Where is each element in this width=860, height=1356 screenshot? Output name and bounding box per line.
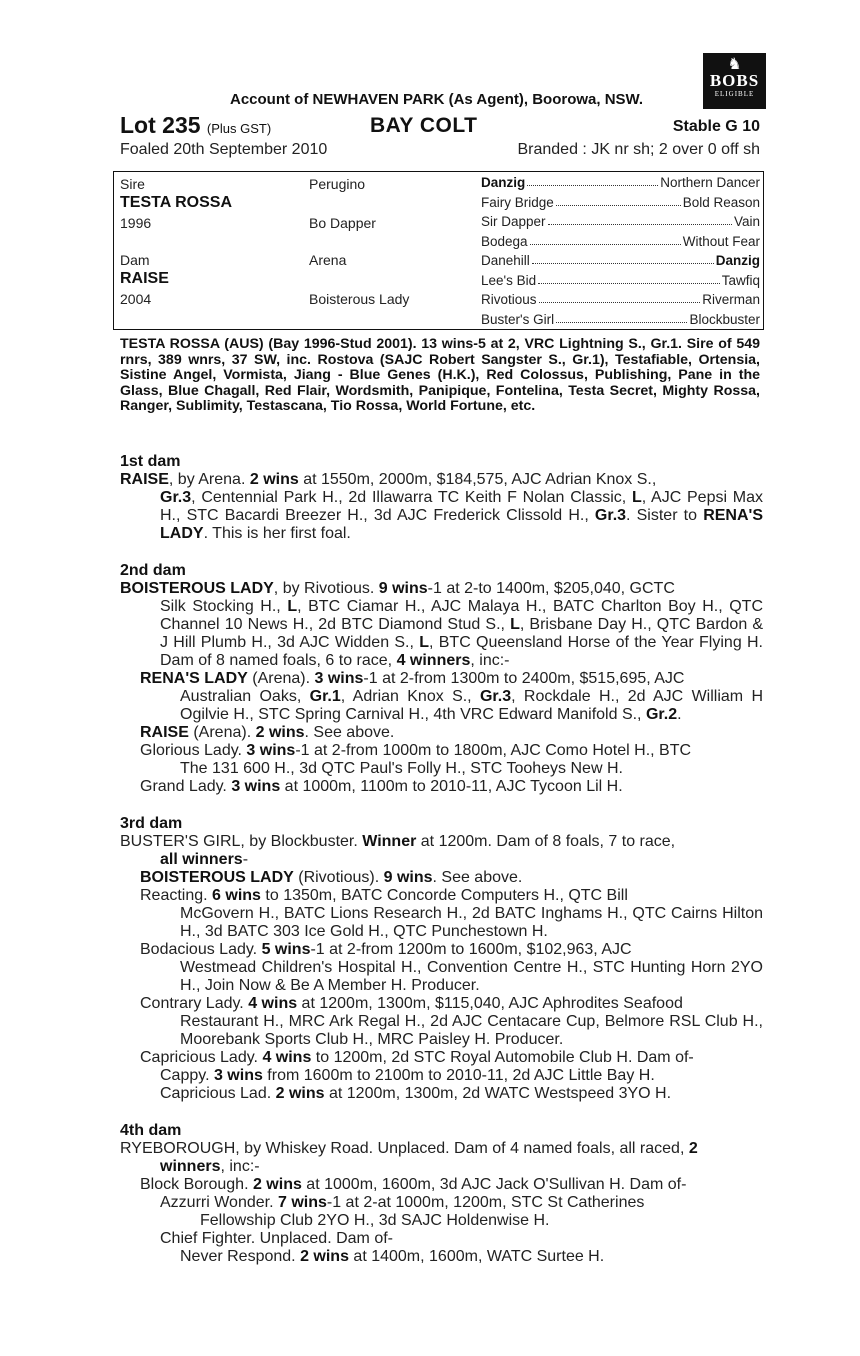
lot-number: Lot 235 (Plus GST) xyxy=(120,112,272,138)
horse-sex: BAY COLT xyxy=(370,114,478,137)
foal-contrary-lady-cont: Restaurant H., MRC Ark Regal H., 2d AJC Centacare Cup, Belmore RSL Club H., Moorebank Sports Club H., MRC Paisley H. Producer. xyxy=(180,1013,763,1048)
dotted-leader xyxy=(548,214,732,225)
second-dam-entry-cont: Silk Stocking H., L, BTC Ciamar H., AJC Malaya H., BATC Charlton Boy H., QTC Channel 10 News H., 2d BTC Diamond Stud S., L, Brisbane Day H., QTC Bardon & J Hill Plumb H., 3d AJC Widden S., L, BTC Queensland Horse of the Year Flying H. Dam of 8 named foals, 6 to race, 4 winners, inc:- xyxy=(160,598,764,669)
pedigree-g3-row xyxy=(481,292,760,307)
pedigree-g3-row xyxy=(481,195,760,210)
dam-year: 2004 xyxy=(120,291,152,307)
sire-dam: Bo Dapper xyxy=(309,215,376,231)
dam-dam: Boisterous Lady xyxy=(309,291,410,307)
pedigree-g3-sire: Buster's Girl xyxy=(481,312,555,327)
bobs-eligible-logo xyxy=(703,53,766,109)
logo-text-top: BOBS xyxy=(709,71,760,90)
foal-reacting-cont: McGovern H., BATC Lions Research H., 2d BATC Inghams H., QTC Cairns Hilton H., 3d BATC 303 Ice Gold H., QTC Punchestown H. xyxy=(180,905,763,940)
fourth-dam-entry-cont: winners, inc:- xyxy=(160,1158,260,1175)
foal-contrary-lady: Contrary Lady. 4 wins at 1200m, 1300m, $115,040, AJC Aphrodites Seafood xyxy=(140,995,683,1012)
dotted-leader xyxy=(556,195,681,206)
sire-year: 1996 xyxy=(120,215,152,231)
foal-block-borough: Block Borough. 2 wins at 1000m, 1600m, 3d AJC Jack O'Sullivan H. Dam of- xyxy=(140,1176,687,1193)
dam-sire: Arena xyxy=(309,252,347,268)
pedigree-g3-sire: Bodega xyxy=(481,234,528,249)
foal-boisterous-lady: BOISTEROUS LADY (Rivotious). 9 wins. See above. xyxy=(140,869,523,886)
foal-bodacious-lady-cont: Westmead Children's Hospital H., Convention Centre H., STC Hunting Horn 2YO H., Join Now & Be A Member H. Producer. xyxy=(180,959,763,994)
pedigree-g3-dam: Bold Reason xyxy=(682,195,760,210)
first-dam-entry: RAISE, by Arena. 2 wins at 1550m, 2000m, $184,575, AJC Adrian Knox S., xyxy=(120,471,657,488)
dotted-leader xyxy=(556,312,687,323)
dotted-leader xyxy=(539,292,701,303)
brand-description: Branded : JK nr sh; 2 over 0 off sh xyxy=(517,141,760,158)
pedigree-g3-dam: Danzig xyxy=(715,253,760,268)
pedigree-g3-sire: Lee's Bid xyxy=(481,273,537,288)
second-dam-heading: 2nd dam xyxy=(120,562,186,579)
pedigree-g3-sire: Danzig xyxy=(481,175,526,190)
horse-icon: ♞ xyxy=(727,54,742,73)
sire-name: TESTA ROSSA xyxy=(120,194,233,211)
pedigree-g3-sire: Danehill xyxy=(481,253,530,268)
pedigree-g3-sire: Fairy Bridge xyxy=(481,195,554,210)
foal-glorious-lady: Glorious Lady. 3 wins-1 at 2-from 1000m to 1800m, AJC Como Hotel H., BTC xyxy=(140,742,692,759)
foal-cappy: Cappy. 3 wins from 1600m to 2100m to 2010-11, 2d AJC Little Bay H. xyxy=(160,1067,655,1084)
logo-text-bottom: ELIGIBLE xyxy=(714,90,755,98)
dotted-leader xyxy=(527,175,658,186)
foal-grand-lady: Grand Lady. 3 wins at 1000m, 1100m to 2010-11, AJC Tycoon Lil H. xyxy=(140,778,623,795)
third-dam-entry-cont: all winners- xyxy=(160,851,249,868)
pedigree-g3-dam: Blockbuster xyxy=(689,312,760,327)
second-dam-entry: BOISTEROUS LADY, by Rivotious. 9 wins-1 at 2-to 1400m, $205,040, GCTC xyxy=(120,580,675,597)
foal-never-respond: Never Respond. 2 wins at 1400m, 1600m, WATC Surtee H. xyxy=(180,1248,605,1265)
pedigree-g3-sire: Rivotious xyxy=(481,292,537,307)
sire-sire: Perugino xyxy=(309,176,366,192)
pedigree-g3-dam: Northern Dancer xyxy=(660,175,760,190)
pedigree-g3-row xyxy=(481,273,760,288)
foal-chief-fighter: Chief Fighter. Unplaced. Dam of- xyxy=(160,1230,393,1247)
lot-note: (Plus GST) xyxy=(206,121,272,136)
dam-label: Dam xyxy=(120,252,150,268)
sire-summary: TESTA ROSSA (AUS) (Bay 1996-Stud 2001). 13 wins-5 at 2, VRC Lightning S., Gr.1. Sire of 549 rnrs, 389 wnrs, 37 SW, inc. Rostova (SAJC Robert Sangster S., Gr.1), Testafiable, Ortensia, Sistine Angel, Vormista, Jiang - Blue Genes (H.K.), Red Colossus, Publishing, Pane in the Glass, Blue Chagall, Red Flair, Wordsmith, Panipique, Fontelina, Testa Secret, Mighty Rossa, Ranger, Sublimity, Testascana, Tio Rossa, World Fortune, etc. xyxy=(120,336,760,414)
pedigree-g3-row xyxy=(481,175,760,190)
foal-renas-lady-cont: Australian Oaks, Gr.1, Adrian Knox S., Gr.3, Rockdale H., 2d AJC William H Ogilvie H., STC Spring Carnival H., 4th VRC Edward Manifold S., Gr.2. xyxy=(180,688,764,723)
foal-capricious-lad: Capricious Lad. 2 wins at 1200m, 1300m, 2d WATC Westspeed 3YO H. xyxy=(160,1085,672,1102)
foal-azzurri-wonder: Azzurri Wonder. 7 wins-1 at 2-at 1000m, 1200m, STC St Catherines xyxy=(160,1194,645,1211)
foal-reacting: Reacting. 6 wins to 1350m, BATC Concorde Computers H., QTC Bill xyxy=(140,887,628,904)
fourth-dam-entry: RYEBOROUGH, by Whiskey Road. Unplaced. Dam of 4 named foals, all raced, 2 xyxy=(120,1140,698,1157)
dotted-leader xyxy=(538,273,720,284)
pedigree-table xyxy=(113,171,764,330)
pedigree-g3-row xyxy=(481,253,760,268)
first-dam-entry-cont: Gr.3, Centennial Park H., 2d Illawarra TC Keith F Nolan Classic, L, AJC Pepsi Max H., STC Bacardi Breezer H., 3d AJC Frederick Clissold H., Gr.3. Sister to RENA'S LADY. This is her first foal. xyxy=(160,489,763,542)
third-dam-entry: BUSTER'S GIRL, by Blockbuster. Winner at 1200m. Dam of 8 foals, 7 to race, xyxy=(120,833,676,850)
foal-renas-lady: RENA'S LADY (Arena). 3 wins-1 at 2-from 1300m to 2400m, $515,695, AJC xyxy=(140,670,685,687)
third-dam-heading: 3rd dam xyxy=(120,815,183,832)
pedigree-g3-row xyxy=(481,234,760,249)
pedigree-g3-sire: Sir Dapper xyxy=(481,214,546,229)
foal-capricious-lady: Capricious Lady. 4 wins to 1200m, 2d STC Royal Automobile Club H. Dam of- xyxy=(140,1049,694,1066)
pedigree-g3-row xyxy=(481,214,760,229)
pedigree-g3-row xyxy=(481,312,760,327)
dam-name: RAISE xyxy=(120,270,169,287)
dotted-leader xyxy=(532,253,714,264)
pedigree-g3-dam: Tawfiq xyxy=(721,273,760,288)
stable-location: Stable G 10 xyxy=(672,118,760,135)
pedigree-g3-dam: Riverman xyxy=(702,292,760,307)
pedigree-g3-dam: Vain xyxy=(733,214,760,229)
foal-azzurri-wonder-cont: Fellowship Club 2YO H., 3d SAJC Holdenwise H. xyxy=(200,1212,550,1229)
foal-raise: RAISE (Arena). 2 wins. See above. xyxy=(140,724,395,741)
foal-bodacious-lady: Bodacious Lady. 5 wins-1 at 2-from 1200m to 1600m, $102,963, AJC xyxy=(140,941,632,958)
foaled-date: Foaled 20th September 2010 xyxy=(120,141,328,158)
sire-label: Sire xyxy=(120,176,145,192)
fourth-dam-heading: 4th dam xyxy=(120,1122,182,1139)
dotted-leader xyxy=(530,234,681,245)
first-dam-heading: 1st dam xyxy=(120,453,181,470)
pedigree-g3-dam: Without Fear xyxy=(682,234,760,249)
account-line: Account of NEWHAVEN PARK (As Agent), Boorowa, NSW. xyxy=(230,91,644,108)
foal-glorious-lady-cont: The 131 600 H., 3d QTC Paul's Folly H., STC Tooheys New H. xyxy=(180,760,623,777)
